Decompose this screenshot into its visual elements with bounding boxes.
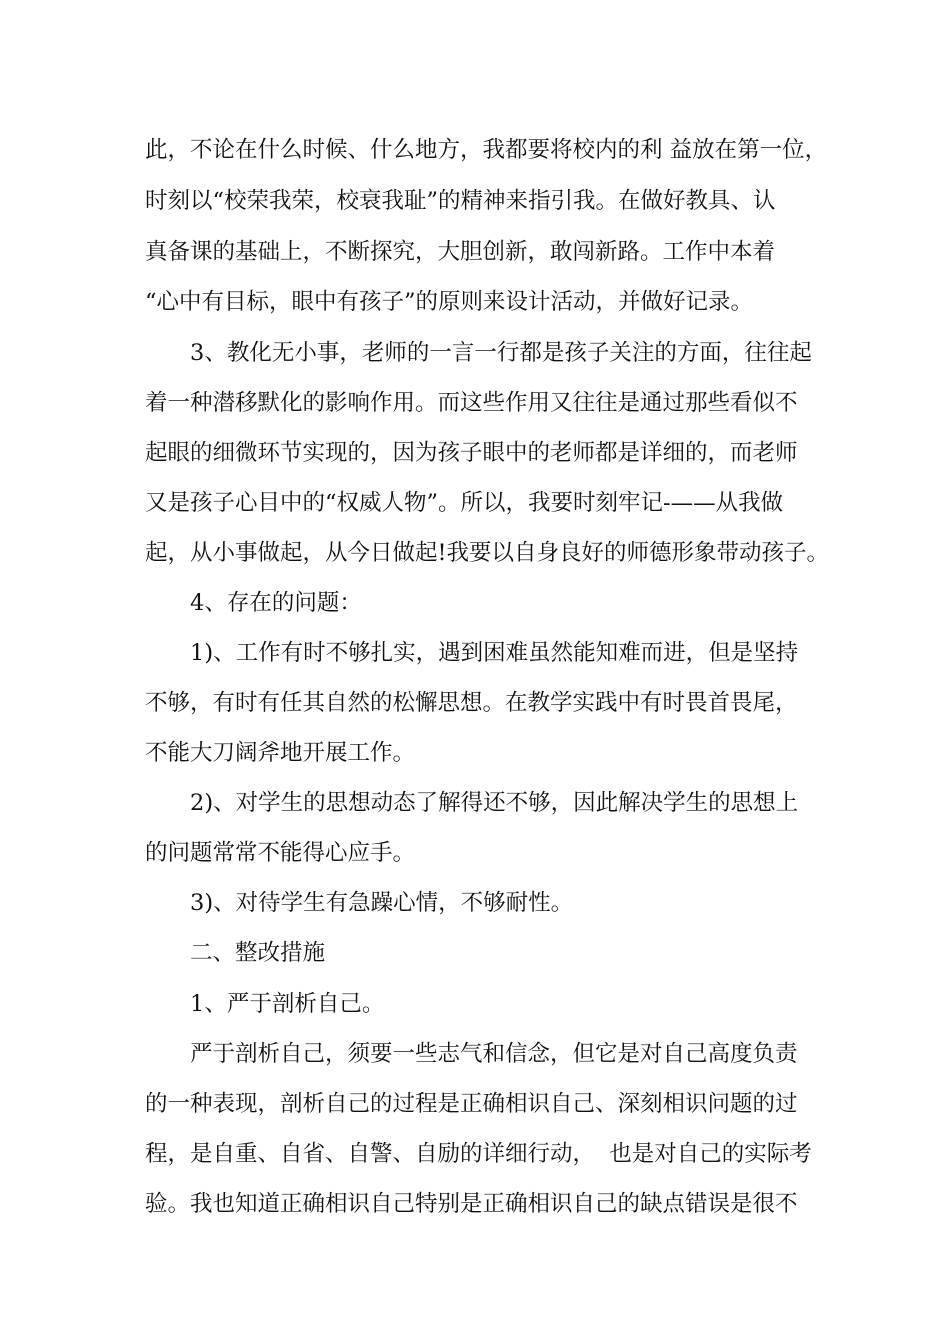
text-line: 的一种表现，剖析自己的过程是正确相识自己、深刻相识问题的过 (145, 1091, 798, 1117)
text-line: 验。我也知道正确相识自己特别是正确相识自己的缺点错误是很不 (145, 1191, 798, 1217)
subsection-heading: 1、严于剖析自己。 (190, 991, 385, 1017)
text-line: 不能大刀阔斧地开展工作。 (145, 740, 416, 766)
text-line: 起眼的细微环节实现的，因为孩子眼中的老师都是详细的，而老师 (145, 440, 798, 466)
text-line: 又是孩子心目中的“权威人物”。所以，我要时刻牢记-——从我做 (145, 490, 784, 516)
paragraph-start-line: 3)、对待学生有急躁心情，不够耐性。 (190, 890, 574, 916)
paragraph-start-line: 2)、对学生的思想动态了解得还不够，因此解决学生的思想上 (190, 790, 799, 816)
text-line: 时刻以“校荣我荣，校衰我耻”的精神来指引我。在做好教具、认 (145, 188, 776, 214)
text-line: “心中有目标，眼中有孩子”的原则来设计活动，并做好记录。 (145, 289, 754, 315)
paragraph-start-line: 3、教化无小事，老师的一言一行都是孩子关注的方面，往往起 (190, 340, 812, 366)
text-line: 不够，有时有任其自然的松懈思想。在教学实践中有时畏首畏尾， (145, 690, 798, 716)
text-line: 此，不论在什么时候、什么地方，我都要将校内的利 益放在第一位， (145, 137, 828, 163)
text-line: 程，是自重、自省、自警、自励的详细行动， 也是对自己的实际考 (145, 1141, 812, 1167)
paragraph-start-line: 1)、工作有时不够扎实，遇到困难虽然能知难而进，但是坚持 (190, 640, 799, 666)
text-line: 起，从小事做起，从今日做起!我要以自身良好的师德形象带动孩子。 (145, 540, 830, 566)
paragraph-start-line: 严于剖析自己，须要一些志气和信念，但它是对自己高度负责 (190, 1041, 798, 1067)
text-line: 真备课的基础上，不断探究，大胆创新，敢闯新路。工作中本着 (145, 239, 776, 265)
text-line: 着一种潜移默化的影响作用。而这些作用又往往是通过那些看似不 (145, 390, 798, 416)
section-heading: 二、整改措施 (190, 940, 326, 966)
text-line: 的问题常常不能得心应手。 (145, 840, 416, 866)
section-heading: 4、存在的问题： (190, 590, 362, 616)
